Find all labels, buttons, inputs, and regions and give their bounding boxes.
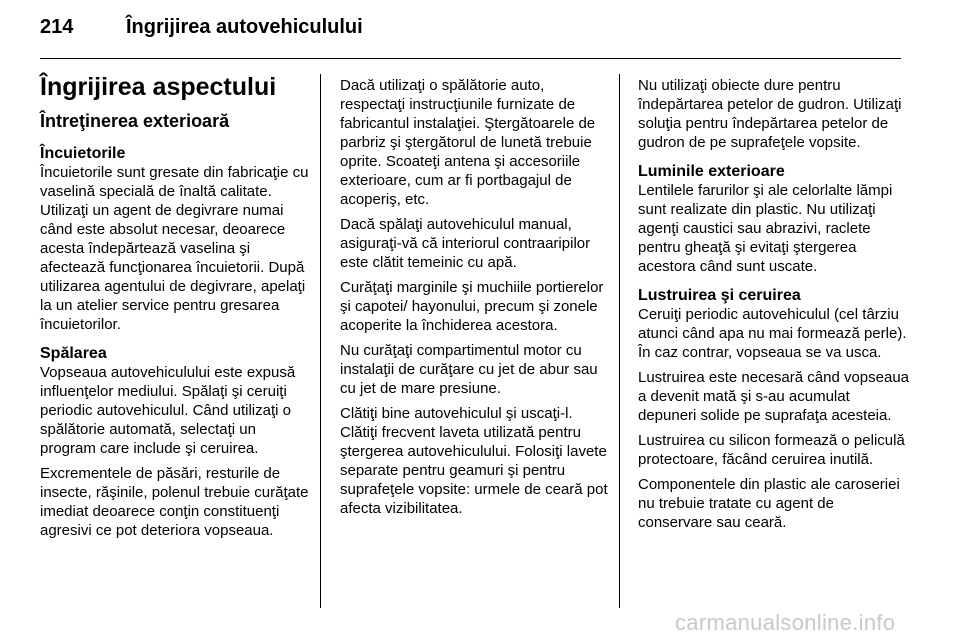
section-heading: Lustruirea şi ceruirea bbox=[638, 287, 801, 304]
paragraph: Componentele din plastic ale caroseriei nu trebuie tratate cu agent de conservare sau ceară. bbox=[638, 476, 900, 531]
section-exterior-lights bbox=[638, 162, 910, 276]
page-number: 214 bbox=[40, 16, 74, 38]
paragraph: Ceruiţi periodic autovehiculul (cel târziu atunci când apa nu mai formează perle). În caz contrar, vopseaua se va usca. bbox=[638, 306, 907, 361]
paragraph: Lustruirea este necesară când vopseaua a devenit mată şi s-au acumulat depuneri solide pe suprafaţa acesteia. bbox=[638, 369, 910, 424]
chapter-title: Îngrijirea autovehiculului bbox=[126, 16, 363, 38]
column-1 bbox=[40, 72, 310, 546]
section-heading: Luminile exterioare bbox=[638, 163, 785, 180]
paragraph: Excrementele de păsări, resturile de insecte, răşinile, polenul trebuie curăţate imediat deoarece conţin constituenţi agresivi ce pot deteriora vopseaua. bbox=[40, 465, 309, 539]
section-washing bbox=[40, 344, 310, 540]
subsection-title: Întreţinerea exterioară bbox=[40, 111, 230, 131]
section-title: Îngrijirea aspectului bbox=[40, 73, 277, 101]
section-heading: Spălarea bbox=[40, 345, 107, 362]
page-header bbox=[40, 16, 920, 50]
paragraph: Dacă utilizaţi o spălătorie auto, respectaţi instrucţiunile furnizate de fabricantul instalaţiei. Ştergătoarele de parbriz şi ştergătorul de lunetă trebuie oprite. Scoateţi antena şi accesoriile exterioare, cum ar fi portbagajul de acoperiş, etc. bbox=[340, 77, 596, 208]
paragraph: Lentilele farurilor şi ale celorlalte lămpi sunt realizate din plastic. Nu utilizaţi agenţi caustici sau abrazivi, raclete pentru gheaţă şi evitaţi ştergerea acestora când sunt uscate. bbox=[638, 182, 893, 275]
paragraph: Lustruirea cu silicon formează o peliculă protectoare, făcând ceruirea inutilă. bbox=[638, 432, 905, 468]
column-divider-2 bbox=[619, 74, 620, 608]
paragraph: Dacă spălaţi autovehiculul manual, asiguraţi-vă că interiorul contraaripilor este clătit temeinic cu apă. bbox=[340, 216, 591, 271]
section-locks bbox=[40, 144, 310, 334]
watermark: carmanualsonline.info bbox=[675, 610, 896, 635]
paragraph: Încuietorile sunt gresate din fabricaţie cu vaselină specială de înaltă calitate. Utilizaţi un agent de degivrare numai când este absolut necesar, deoarece acesta îndepărtează vaselina şi afectează funcţionarea încuietorii. După utilizarea agentului de degivrare, apelaţi la un atelier service pentru gresarea încuietorilor. bbox=[40, 164, 309, 333]
paragraph: Vopseaua autovehiculului este expusă influenţelor mediului. Spălaţi şi ceruiţi periodic autovehiculul. Când utilizaţi o spălătorie automată, selectaţi un program care include şi ceruirea. bbox=[40, 364, 296, 457]
column-3 bbox=[638, 76, 910, 538]
paragraph: Clătiţi bine autovehiculul şi uscaţi-l. Clătiţi frecvent laveta utilizată pentru ştergerea autovehiculului. Folosiţi lavete separate pentru geamuri şi pentru suprafeţele vopsite: urmele de ceară pot afecta vizibilitatea. bbox=[340, 405, 608, 517]
paragraph: Curăţaţi marginile şi muchiile portierelor şi capotei/ hayonului, precum şi zonele acoperite la închiderea acestora. bbox=[340, 279, 604, 334]
section-polishing bbox=[638, 286, 910, 532]
paragraph: Nu utilizaţi obiecte dure pentru îndepărtarea petelor de gudron. Utilizaţi soluţia pentru îndepărtarea petelor de gudron de pe suprafeţele vopsite. bbox=[638, 77, 902, 151]
paragraph: Nu curăţaţi compartimentul motor cu instalaţii de curăţare cu jet de abur sau cu jet de mare presiune. bbox=[340, 342, 598, 397]
section-heading: Încuietorile bbox=[40, 145, 126, 162]
column-divider-1 bbox=[320, 74, 321, 608]
header-divider bbox=[40, 58, 901, 59]
column-2 bbox=[340, 76, 610, 524]
